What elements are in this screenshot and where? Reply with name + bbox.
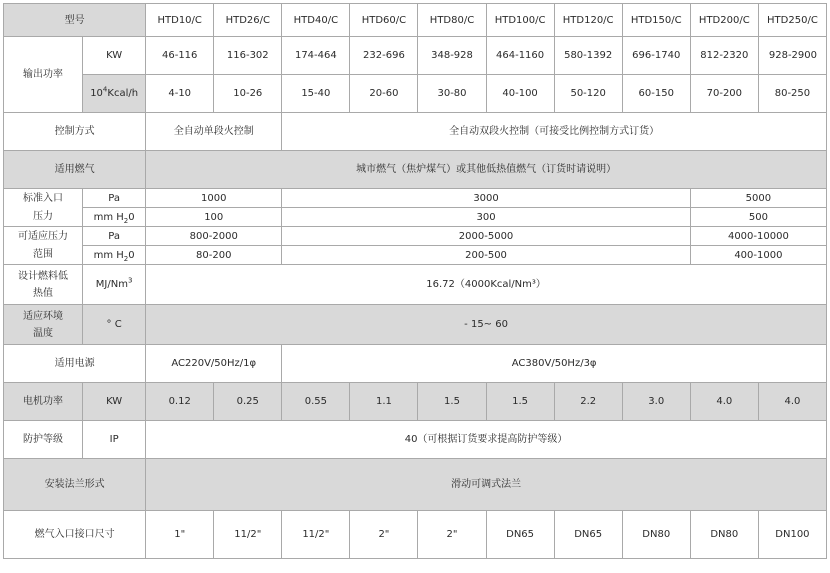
motor-power-cell: 0.25: [214, 383, 282, 421]
output-kcal-cell: 15-40: [282, 75, 350, 113]
adapt-pa-cell: 2000-5000: [282, 227, 690, 246]
inlet-pressure-label: 标准入口 压力: [4, 189, 83, 227]
motor-power-cell: 3.0: [622, 383, 690, 421]
motor-power-cell: 4.0: [758, 383, 826, 421]
adapt-pa-cell: 800-2000: [146, 227, 282, 246]
inlet-mmh2o-cell: 100: [146, 208, 282, 227]
control-row: [4, 113, 827, 151]
inlet-pa-cell: 1000: [146, 189, 282, 208]
output-kcal-cell: 30-80: [418, 75, 486, 113]
output-kcal-cell: 60-150: [622, 75, 690, 113]
output-kcal-row: [4, 75, 827, 113]
fuel-label: 适用燃气: [4, 151, 146, 189]
output-kw-cell: 928-2900: [758, 37, 826, 75]
motor-power-cell: 1.1: [350, 383, 418, 421]
output-kw-unit: KW: [83, 37, 146, 75]
output-kw-cell: 46-116: [146, 37, 214, 75]
model-row: [4, 4, 827, 37]
inlet-pa-cell: 5000: [690, 189, 826, 208]
adapt-mmh2o-row: [4, 246, 827, 265]
motor-power-unit: KW: [83, 383, 146, 421]
adapt-mmh2o-cell: 80-200: [146, 246, 282, 265]
gas-inlet-cell: 1": [146, 511, 214, 559]
ambient-unit: ° C: [83, 305, 146, 345]
inlet-pa-row: [4, 189, 827, 208]
output-kw-cell: 812-2320: [690, 37, 758, 75]
output-kcal-unit: $10^4Kcal/h$: [83, 75, 146, 113]
power-supply-single: AC220V/50Hz/1φ: [146, 345, 282, 383]
gas-inlet-cell: DN65: [554, 511, 622, 559]
model-cell: HTD200/C: [690, 4, 758, 37]
inlet-pa-cell: 3000: [282, 189, 690, 208]
model-cell: HTD26/C: [214, 4, 282, 37]
power-supply-row: [4, 345, 827, 383]
model-cell: HTD150/C: [622, 4, 690, 37]
protection-value: 40（可根据订货要求提高防护等级）: [146, 421, 827, 459]
ambient-value: - 15~ 60: [146, 305, 827, 345]
spec-table: [3, 3, 827, 559]
adapt-pressure-label: 可适应压力 范围: [4, 227, 83, 265]
output-kw-cell: 696-1740: [622, 37, 690, 75]
inlet-mmh2o-cell: 500: [690, 208, 826, 227]
motor-power-cell: 0.55: [282, 383, 350, 421]
inlet-pa-unit: Pa: [83, 189, 146, 208]
gas-inlet-label: 燃气入口接口尺寸: [4, 511, 146, 559]
gas-inlet-cell: 11/2": [214, 511, 282, 559]
flange-value: 滑动可调式法兰: [146, 459, 827, 511]
gas-inlet-cell: DN80: [622, 511, 690, 559]
gas-inlet-cell: DN65: [486, 511, 554, 559]
gas-inlet-cell: 11/2": [282, 511, 350, 559]
output-kw-cell: 580-1392: [554, 37, 622, 75]
motor-power-label: 电机功率: [4, 383, 83, 421]
output-power-label: 输出功率: [4, 37, 83, 113]
output-kw-cell: 232-696: [350, 37, 418, 75]
adapt-mmh2o-cell: 400-1000: [690, 246, 826, 265]
model-cell: HTD10/C: [146, 4, 214, 37]
model-label: 型号: [4, 4, 146, 37]
inlet-mmh2o-row: [4, 208, 827, 227]
adapt-pa-unit: Pa: [83, 227, 146, 246]
control-single: 全自动单段火控制: [146, 113, 282, 151]
motor-power-cell: 1.5: [418, 383, 486, 421]
output-kcal-cell: 40-100: [486, 75, 554, 113]
motor-power-cell: 4.0: [690, 383, 758, 421]
power-supply-three: AC380V/50Hz/3φ: [282, 345, 827, 383]
control-dual: 全自动双段火控制（可接受比例控制方式订货）: [282, 113, 827, 151]
adapt-pa-row: [4, 227, 827, 246]
protection-row: [4, 421, 827, 459]
output-kcal-cell: 4-10: [146, 75, 214, 113]
power-supply-label: 适用电源: [4, 345, 146, 383]
adapt-mmh2o-cell: 200-500: [282, 246, 690, 265]
output-kw-row: [4, 37, 827, 75]
model-cell: HTD80/C: [418, 4, 486, 37]
inlet-mmh2o-cell: 300: [282, 208, 690, 227]
fuel-value: 城市燃气（焦炉煤气）或其他低热值燃气（订货时请说明）: [146, 151, 827, 189]
output-kcal-cell: 80-250: [758, 75, 826, 113]
control-label: 控制方式: [4, 113, 146, 151]
model-cell: HTD40/C: [282, 4, 350, 37]
gas-inlet-cell: 2": [350, 511, 418, 559]
flange-row: [4, 459, 827, 511]
output-kcal-cell: 10-26: [214, 75, 282, 113]
gas-inlet-row: [4, 511, 827, 559]
output-kw-cell: 464-1160: [486, 37, 554, 75]
protection-label: 防护等级: [4, 421, 83, 459]
flange-label: 安装法兰形式: [4, 459, 146, 511]
ambient-row: [4, 305, 827, 345]
output-kw-cell: 348-928: [418, 37, 486, 75]
model-cell: HTD100/C: [486, 4, 554, 37]
motor-power-row: [4, 383, 827, 421]
motor-power-cell: 0.12: [146, 383, 214, 421]
gas-inlet-cell: DN100: [758, 511, 826, 559]
gas-inlet-cell: DN80: [690, 511, 758, 559]
model-cell: HTD250/C: [758, 4, 826, 37]
gas-inlet-cell: 2": [418, 511, 486, 559]
motor-power-cell: 1.5: [486, 383, 554, 421]
heat-value-row: [4, 265, 827, 305]
model-cell: HTD60/C: [350, 4, 418, 37]
adapt-pa-cell: 4000-10000: [690, 227, 826, 246]
model-cell: HTD120/C: [554, 4, 622, 37]
adapt-mmh2o-unit: mm $H_20$: [83, 246, 146, 265]
output-kcal-cell: 70-200: [690, 75, 758, 113]
output-kcal-cell: 20-60: [350, 75, 418, 113]
heat-value-unit: MJ/Nm$^3$: [83, 265, 146, 305]
output-kw-cell: 116-302: [214, 37, 282, 75]
protection-unit: IP: [83, 421, 146, 459]
ambient-label: 适应环境 温度: [4, 305, 83, 345]
heat-value: 16.72（4000Kcal/Nm³）: [146, 265, 827, 305]
fuel-row: [4, 151, 827, 189]
inlet-mmh2o-unit: mm $H_20$: [83, 208, 146, 227]
heat-value-label: 设计燃料低 热值: [4, 265, 83, 305]
motor-power-cell: 2.2: [554, 383, 622, 421]
output-kcal-cell: 50-120: [554, 75, 622, 113]
output-kw-cell: 174-464: [282, 37, 350, 75]
